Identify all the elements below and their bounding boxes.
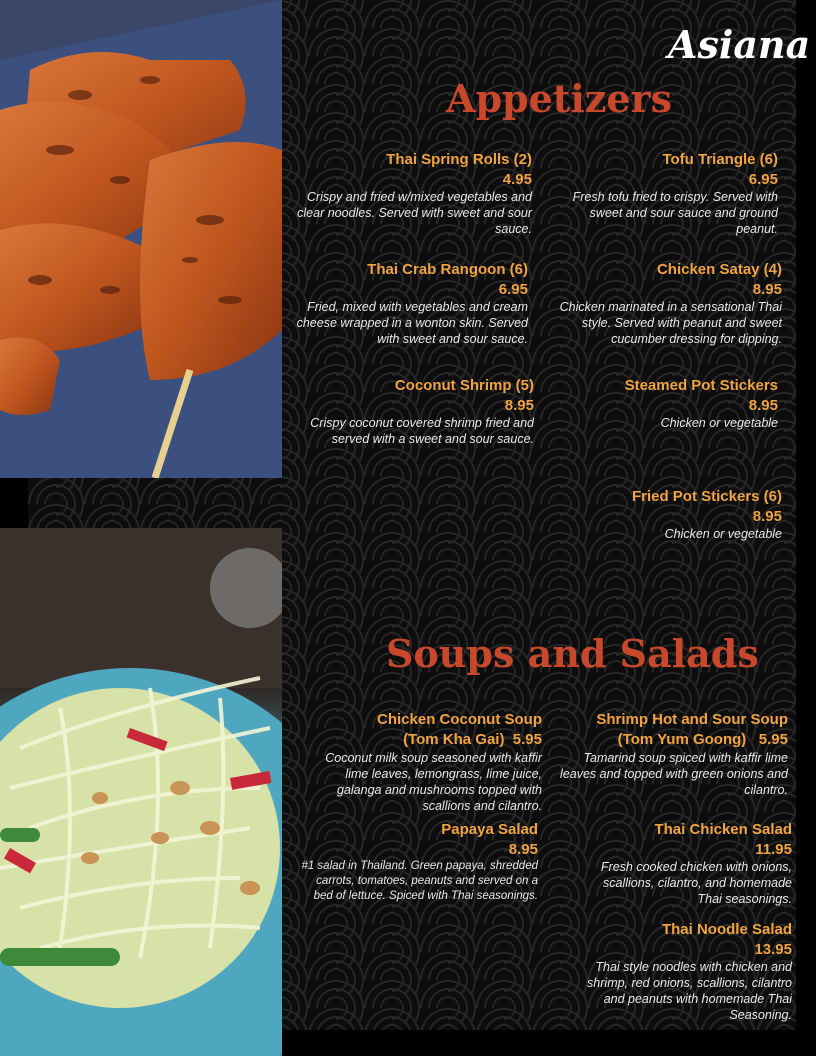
menu-item <box>296 150 532 237</box>
menu-item <box>560 487 782 542</box>
item-price: 6.95 <box>498 281 528 298</box>
item-name: Chicken Satay (4) <box>656 261 782 278</box>
item-price: 8.95 <box>752 508 782 525</box>
item-description: Fried, mixed with vegetables and cream cheese wrapped in a wonton skin. Served with sweet and sour sauce. <box>296 300 528 346</box>
item-price: 13.95 <box>754 941 792 958</box>
menu-item <box>300 820 538 904</box>
item-name: Thai Chicken Salad <box>654 821 792 838</box>
menu-item <box>580 820 792 907</box>
menu-item <box>558 710 788 798</box>
item-name: Tofu Triangle (6) <box>662 151 778 168</box>
item-description: Crispy and fried w/mixed vegetables and clear noodles. Served with sweet and sour sauce. <box>297 190 532 236</box>
item-price: 8.95 <box>504 397 534 414</box>
item-name: Coconut Shrimp (5) <box>394 377 534 394</box>
item-name: Chicken Coconut Soup <box>377 711 542 728</box>
papaya-salad-photo <box>0 528 282 1056</box>
menu-item <box>556 150 778 237</box>
menu-item <box>296 260 528 347</box>
soups-salads-title: Soups and Salads <box>386 631 759 676</box>
item-price: 4.95 <box>502 171 532 188</box>
item-description: Coconut milk soup seasoned with kaffir lime leaves, lemongrass, lime juice, galanga and mushrooms topped with scallions and cilantro. <box>325 751 542 813</box>
item-name-secondary-text: (Tom Kha Gai) <box>403 731 505 748</box>
item-description: Thai style noodles with chicken and shrimp, red onions, scallions, cilantro and peanuts with homemade Thai Seasoning. <box>587 960 792 1022</box>
menu-item <box>566 920 792 1023</box>
item-description: Fresh cooked chicken with onions, scallions, cilantro, and homemade Thai seasonings. <box>600 860 792 906</box>
item-description: Fresh tofu fried to crispy. Served with sweet and sour sauce and ground peanut. <box>572 190 778 236</box>
menu-item <box>542 260 782 347</box>
item-price: 6.95 <box>748 171 778 188</box>
item-description: Chicken marinated in a sensational Thai style. Served with peanut and sweet cucumber dressing for dipping. <box>559 300 782 346</box>
item-name: Thai Crab Rangoon (6) <box>367 261 528 278</box>
item-price: 8.95 <box>752 281 782 298</box>
item-price: 5.95 <box>512 731 542 748</box>
item-description: Chicken or vegetable <box>664 527 782 541</box>
item-price: 11.95 <box>755 841 792 858</box>
satay-photo <box>0 0 282 478</box>
item-price: 5.95 <box>758 731 788 748</box>
brand-logo: Asiana <box>668 22 811 67</box>
menu-item <box>300 710 542 814</box>
item-name-secondary <box>300 730 542 750</box>
item-name: Shrimp Hot and Sour Soup <box>596 711 788 728</box>
item-name-secondary <box>558 730 788 750</box>
item-name: Thai Spring Rolls (2) <box>386 151 532 168</box>
item-description: Chicken or vegetable <box>660 416 778 430</box>
menu-item <box>300 376 534 447</box>
item-description: Crispy coconut covered shrimp fried and served with a sweet and sour sauce. <box>310 416 534 446</box>
menu-item <box>560 376 778 431</box>
item-name: Thai Noodle Salad <box>661 921 792 938</box>
item-description: #1 salad in Thailand. Green papaya, shredded carrots, tomatoes, peanuts and served on a bed of lettuce. Spiced with Thai seasonings. <box>301 860 538 902</box>
appetizers-title: Appetizers <box>446 76 672 121</box>
item-name-secondary-text: (Tom Yum Goong) <box>617 731 747 748</box>
item-name: Steamed Pot Stickers <box>624 377 778 394</box>
item-description: Tamarind soup spiced with kaffir lime leaves and topped with green onions and cilantro. <box>560 751 788 797</box>
item-name: Papaya Salad <box>441 821 538 838</box>
item-price: 8.95 <box>748 397 778 414</box>
item-name: Fried Pot Stickers (6) <box>631 488 782 505</box>
item-price: 8.95 <box>508 841 538 858</box>
